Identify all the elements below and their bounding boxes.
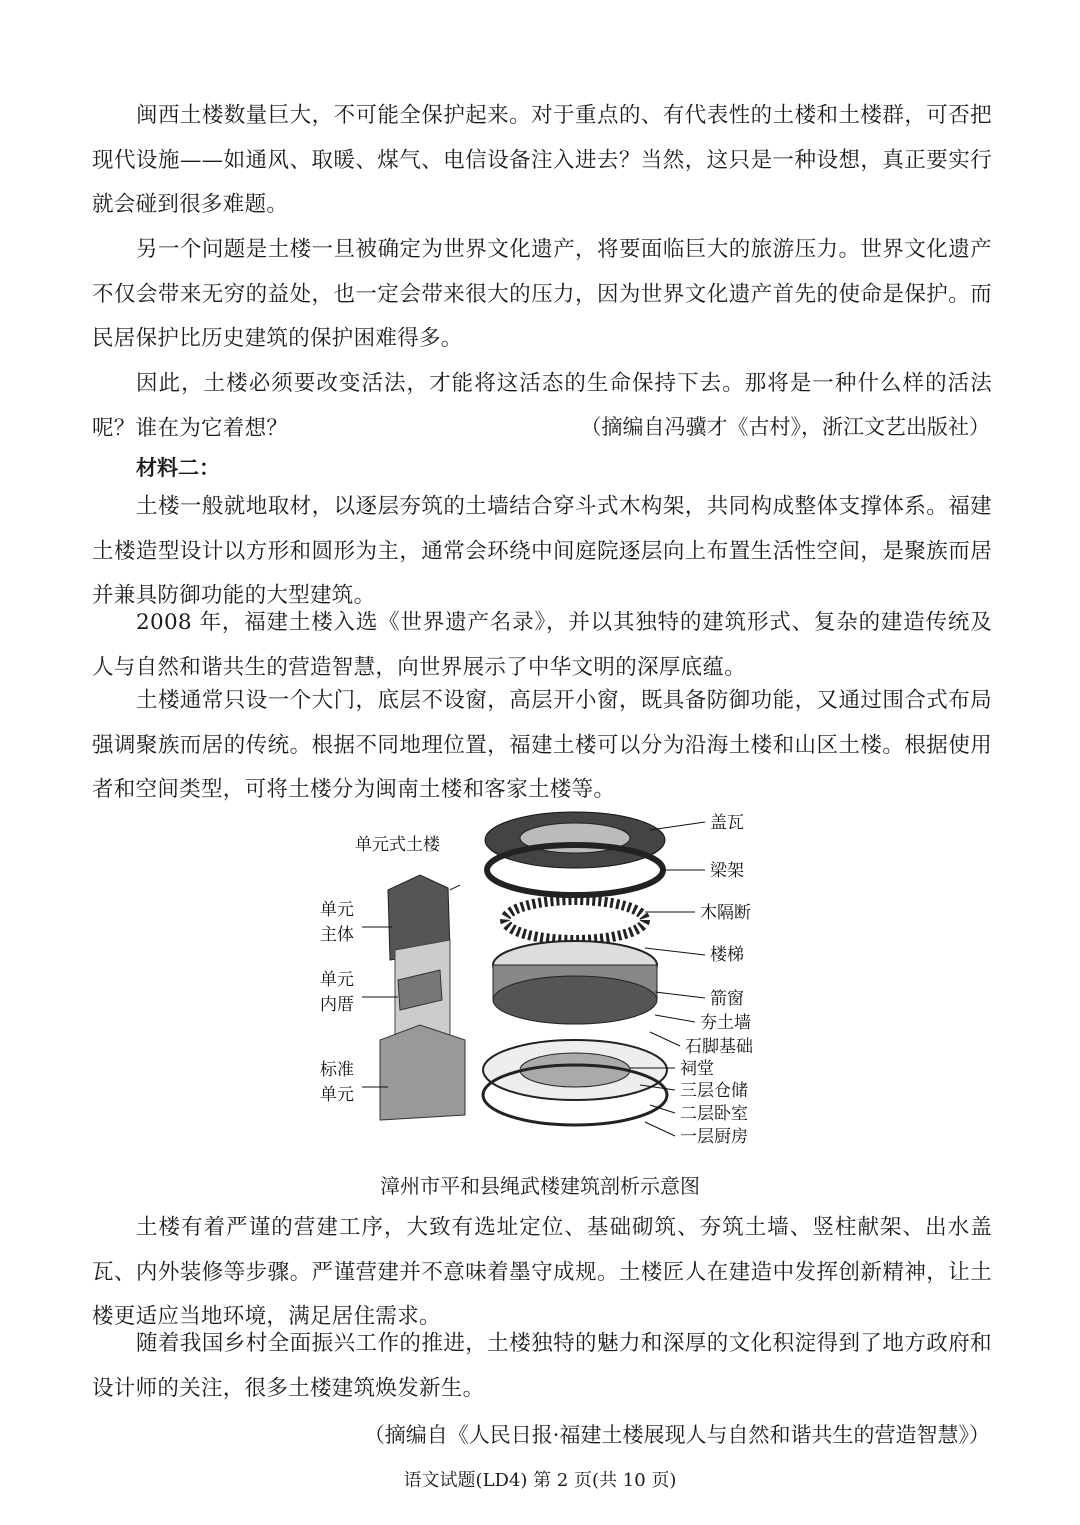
label-third-floor-storage: 三层仓储	[680, 1081, 748, 1101]
label-unit-main-line1: 单元	[320, 900, 354, 920]
label-rammed-earth-wall: 夯土墙	[700, 1013, 751, 1033]
label-roof-tile: 盖瓦	[710, 813, 744, 833]
label-ancestral-hall: 祠堂	[680, 1059, 714, 1079]
source-citation-2: （摘编自《人民日报·福建土楼展现人与自然和谐共生的营造智慧》）	[363, 1423, 990, 1447]
label-stairs: 楼梯	[710, 945, 744, 965]
paragraph-6: 土楼通常只设一个大门，底层不设窗，高层开小窗，既具备防御功能，又通过围合式布局强调聚族而居的传统。根据不同地理位置，福建土楼可以分为沿海土楼和山区土楼。根据使用者和空间类型，可将土楼分为闽南土楼和客家土楼等。	[92, 688, 992, 802]
tulou-diagram-svg	[300, 800, 800, 1160]
label-unit-main-line2: 主体	[320, 925, 354, 945]
page-footer: 语文试题(LD4) 第 2 页(共 10 页)	[403, 1470, 677, 1491]
source-citation-1: （摘编自冯骥才《古村》，浙江文艺出版社）	[580, 415, 990, 439]
paragraph-8: 随着我国乡村全面振兴工作的推进，土楼独特的魅力和深厚的文化积淀得到了地方政府和设计师的关注，很多土楼建筑焕发新生。	[92, 1331, 992, 1401]
label-stone-foundation: 石脚基础	[685, 1037, 753, 1057]
label-beam-frame: 梁架	[710, 861, 744, 881]
paragraph-3: 因此，土楼必须要改变活法，才能将这活态的生命保持下去。那将是一种什么样的活法呢？谁在为它着想？	[92, 371, 992, 441]
label-standard-unit-line2: 单元	[320, 1085, 354, 1105]
label-unit-inner-line2: 内厝	[320, 995, 354, 1015]
paragraph-4: 土楼一般就地取材，以逐层夯筑的土墙结合穿斗式木构架，共同构成整体支撑体系。福建土楼造型设计以方形和圆形为主，通常会环绕中间庭院逐层向上布置生活性空间，是聚族而居并兼具防御功能的大型建筑。	[92, 494, 992, 608]
label-first-floor-kitchen: 一层厨房	[680, 1127, 748, 1147]
figure-caption: 漳州市平和县绳武楼建筑剖析示意图	[380, 1174, 700, 1198]
paragraph-2: 另一个问题是土楼一旦被确定为世界文化遗产，将要面临巨大的旅游压力。世界文化遗产不仅会带来无穷的益处，也一定会带来很大的压力，因为世界文化遗产首先的使命是保护。而民居保护比历史建筑的保护困难得多。	[92, 237, 992, 351]
unit-title: 单元式土楼	[355, 835, 440, 855]
section-heading-material-2: 材料二：	[136, 455, 220, 480]
tulou-exploded-rings	[483, 812, 667, 1125]
tulou-diagram	[300, 800, 800, 1160]
label-unit-inner-line1: 单元	[320, 970, 354, 990]
label-arrow-window: 箭窗	[710, 989, 744, 1009]
paragraph-1: 闽西土楼数量巨大，不可能全保护起来。对于重点的、有代表性的土楼和土楼群，可否把现代设施——如通风、取暖、煤气、电信设备注入进去？当然，这只是一种设想，真正要实行就会碰到很多难题。	[92, 103, 992, 217]
paragraph-5: 2008 年，福建土楼入选《世界遗产名录》，并以其独特的建筑形式、复杂的建造传统及人与自然和谐共生的营造智慧，向世界展示了中华文明的深厚底蕴。	[92, 610, 992, 680]
label-wood-partition: 木隔断	[700, 903, 751, 923]
label-second-floor-bedroom: 二层卧室	[680, 1104, 748, 1124]
paragraph-7: 土楼有着严谨的营建工序，大致有选址定位、基础砌筑、夯筑土墙、竖柱献架、出水盖瓦、内外装修等步骤。严谨营建并不意味着墨守成规。土楼匠人在建造中发挥创新精神，让土楼更适应当地环境，满足居住需求。	[92, 1215, 992, 1329]
label-standard-unit-line1: 标准	[320, 1060, 354, 1080]
